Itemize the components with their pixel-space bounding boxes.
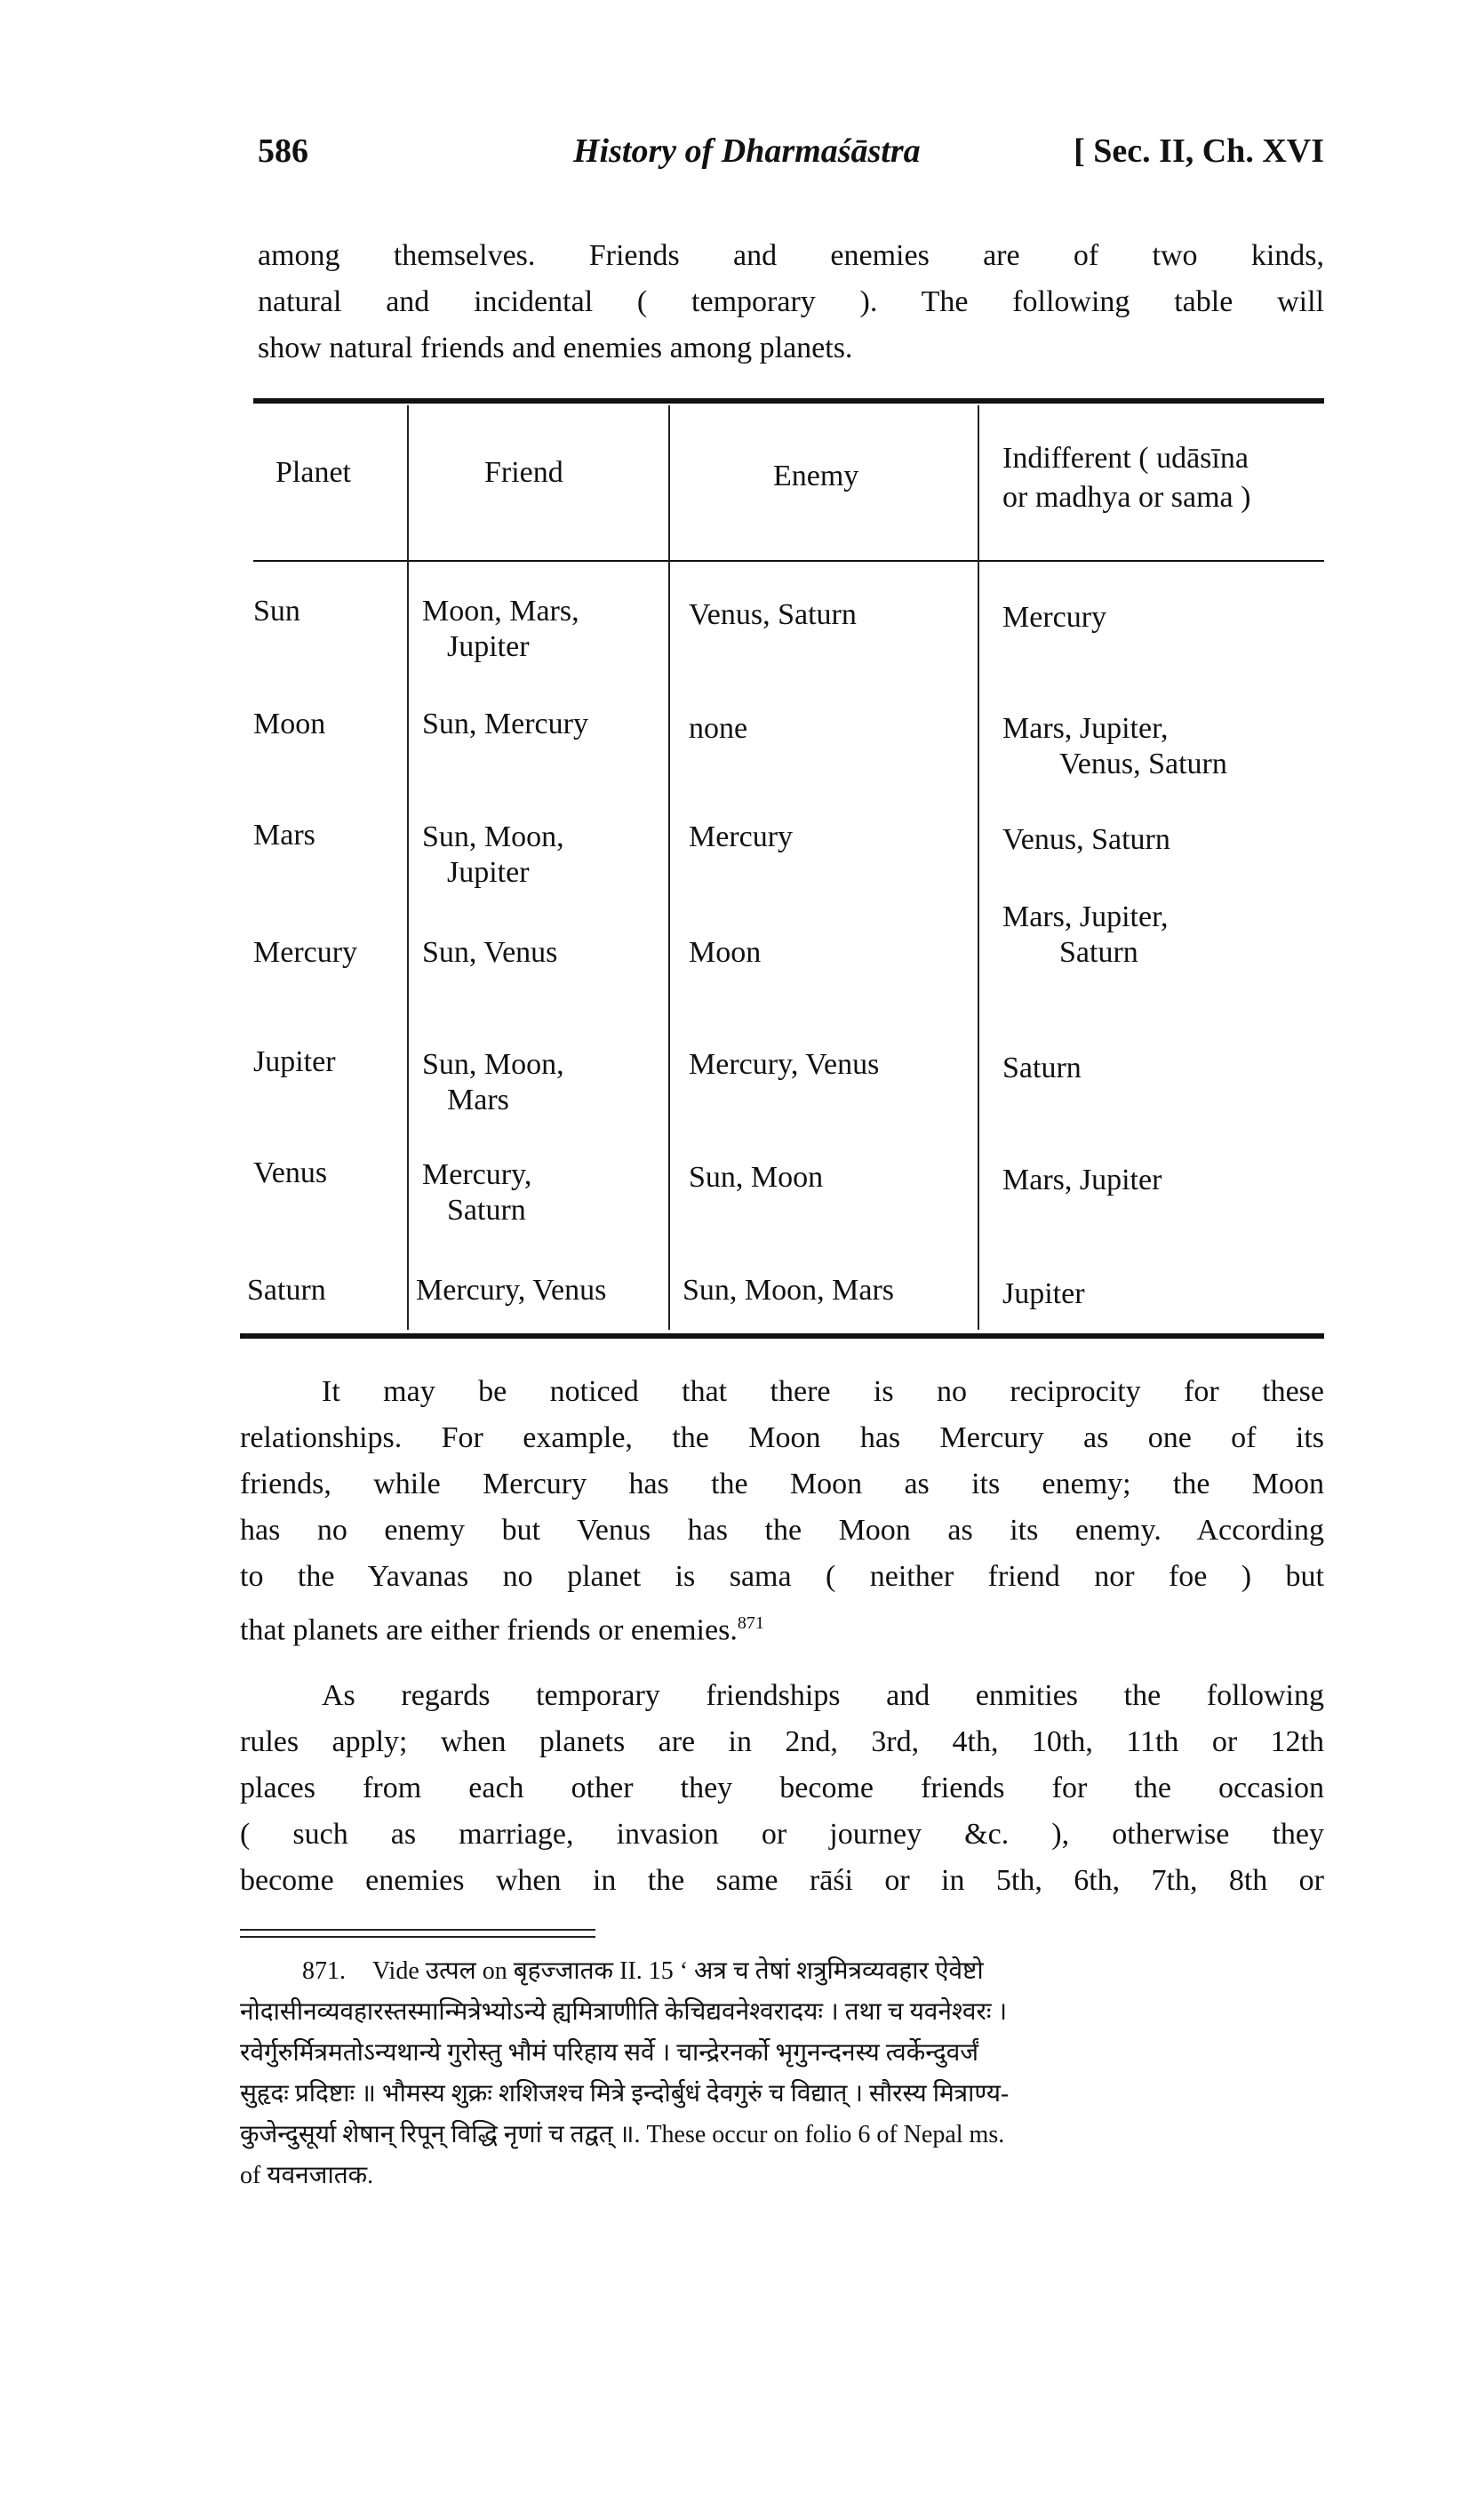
cell-friend bbox=[422, 1047, 564, 1118]
cell-friend: Mercury, Venus bbox=[416, 1274, 607, 1307]
cell-indifferent: Jupiter bbox=[1002, 1277, 1085, 1310]
footnote-ref[interactable]: 871 bbox=[737, 1613, 764, 1633]
cell-enemy: Sun, Moon, Mars bbox=[683, 1274, 895, 1307]
text-line: places from each other they become friends for the occasion bbox=[240, 1772, 1324, 1804]
cell-enemy: Venus, Saturn bbox=[689, 598, 857, 631]
table-header-rule bbox=[253, 560, 1324, 562]
cell-planet: Moon bbox=[253, 708, 326, 740]
cell-friend: Sun, Mercury bbox=[422, 708, 588, 740]
cell-planet: Sun bbox=[253, 595, 300, 628]
page-number: 586 bbox=[258, 132, 308, 170]
text-line: It may be noticed that there is no reciprocity for these bbox=[322, 1375, 1324, 1408]
cell-enemy: Moon bbox=[689, 936, 762, 969]
cell-planet: Venus bbox=[253, 1156, 328, 1189]
footnote-number: 871. bbox=[302, 1957, 346, 1985]
intro-paragraph bbox=[258, 233, 1324, 372]
text-line: As regards temporary friendships and enmities the following bbox=[322, 1679, 1324, 1712]
column-divider bbox=[668, 405, 670, 1330]
cell-planet: Saturn bbox=[247, 1274, 326, 1307]
footnote-rule bbox=[240, 1929, 595, 1938]
text-line: friends, while Mercury has the Moon as its enemy; the Moon bbox=[240, 1468, 1324, 1500]
cell-line: Mars, Jupiter, bbox=[1002, 900, 1169, 933]
header-planet: Planet bbox=[275, 456, 351, 489]
cell-planet: Mercury bbox=[253, 936, 358, 969]
cell-indifferent: Mercury bbox=[1002, 601, 1107, 634]
text-line: among themselves. Friends and enemies are of two kinds, bbox=[258, 239, 1324, 272]
cell-line: Mercury, bbox=[422, 1158, 532, 1191]
cell-line: Saturn bbox=[1059, 936, 1138, 969]
section-label: [ Sec. II, Ch. XVI bbox=[1074, 132, 1324, 170]
text-line: has no enemy but Venus has the Moon as its enemy. According bbox=[240, 1514, 1324, 1547]
cell-friend: Sun, Venus bbox=[422, 936, 558, 969]
cell-line: Mars, Jupiter, bbox=[1002, 712, 1169, 745]
header-enemy: Enemy bbox=[773, 460, 859, 492]
footnote-line bbox=[240, 1951, 1324, 1992]
cell-indifferent: Mars, Jupiter bbox=[1002, 1164, 1162, 1196]
text-line: natural and incidental ( temporary ). The following table will bbox=[258, 285, 1324, 318]
cell-line: Sun, Moon, bbox=[422, 1048, 564, 1081]
cell-indifferent: Saturn bbox=[1002, 1052, 1082, 1084]
cell-planet: Mars bbox=[253, 819, 315, 852]
cell-enemy: Sun, Moon bbox=[689, 1161, 824, 1194]
header-indifferent: Indifferent ( udāsīna bbox=[1002, 442, 1249, 475]
cell-friend bbox=[422, 820, 564, 891]
text-line: become enemies when in the same rāśi or in 5th, 6th, 7th, 8th or bbox=[240, 1864, 1324, 1897]
cell-line: Sun, Moon, bbox=[422, 820, 564, 853]
cell-line: Saturn bbox=[447, 1194, 526, 1227]
text-line: to the Yavanas no planet is sama ( neither friend nor foe ) but bbox=[240, 1560, 1324, 1593]
text-line: rules apply; when planets are in 2nd, 3rd, 4th, 10th, 11th or 12th bbox=[240, 1725, 1324, 1758]
footnote-line: नोदासीनव्यवहारस्तस्मान्मित्रेभ्योऽन्ये ह्यमित्राणीति केचिद्यवनेश्वरादयः । तथा च यवनेश्वरः । bbox=[240, 1998, 1008, 2026]
cell-friend bbox=[422, 1157, 531, 1228]
running-title: History of Dharmaśāstra bbox=[573, 132, 921, 170]
cell-line: Jupiter bbox=[447, 630, 530, 663]
cell-line: Moon, Mars, bbox=[422, 595, 579, 628]
header-friend: Friend bbox=[484, 456, 563, 489]
cell-line: Venus, Saturn bbox=[1059, 748, 1227, 780]
cell-line: Mars bbox=[447, 1084, 509, 1116]
footnote bbox=[240, 1951, 1324, 2196]
cell-line: Jupiter bbox=[447, 856, 530, 889]
text-line: relationships. For example, the Moon has Mercury as one of its bbox=[240, 1421, 1324, 1454]
column-divider bbox=[978, 405, 979, 1330]
cell-indifferent bbox=[1002, 711, 1227, 782]
text-line-last bbox=[240, 1600, 1324, 1646]
cell-indifferent bbox=[1002, 900, 1169, 971]
text-line: show natural friends and enemies among planets. bbox=[258, 332, 853, 364]
cell-friend bbox=[422, 594, 579, 665]
cell-enemy: Mercury, Venus bbox=[689, 1048, 880, 1081]
footnote-line: सुहृदः प्रदिष्टाः ॥ भौमस्य शुक्रः शशिजश्च मित्रे इन्दोर्बुधं देवगुरुं च विद्यात् । सौरस्य मित्राण्य- bbox=[240, 2080, 1010, 2108]
cell-enemy: none bbox=[689, 712, 748, 745]
table-top-rule bbox=[253, 398, 1324, 404]
cell-planet: Jupiter bbox=[253, 1045, 336, 1078]
text-line: ( such as marriage, invasion or journey &c. ), otherwise they bbox=[240, 1818, 1324, 1851]
text-fragment: that planets are either friends or enemies. bbox=[240, 1613, 738, 1647]
table-bottom-rule bbox=[240, 1333, 1324, 1339]
column-divider bbox=[407, 405, 409, 1330]
footnote-line: of यवनजातक. bbox=[240, 2162, 374, 2189]
footnote-line: कुजेन्दुसूर्या शेषान् रिपून् विद्धि नृणां च तद्वत् ॥. These occur on folio 6 of Nepal ms. bbox=[240, 2121, 1005, 2148]
page-header bbox=[258, 132, 1324, 176]
cell-enemy: Mercury bbox=[689, 820, 794, 853]
cell-indifferent: Venus, Saturn bbox=[1002, 823, 1170, 856]
header-indifferent-cont: or madhya or sama ) bbox=[1002, 481, 1251, 514]
paragraph-temporary bbox=[240, 1673, 1324, 1904]
footnote-text: Vide उत्पल on बृहज्जातक II. 15 ‘ अत्र च तेषां शत्रुमित्रव्यवहार ऐवेष्टो bbox=[372, 1957, 984, 1985]
paragraph-reciprocity bbox=[240, 1369, 1324, 1646]
footnote-line: रवेर्गुरुर्मित्रमतोऽन्यथान्ये गुरोस्तु भौमं परिहाय सर्वे । चान्द्रेरनर्को भृगुनन्दनस्य त्वर्केन्दुवर्जं bbox=[240, 2039, 979, 2067]
